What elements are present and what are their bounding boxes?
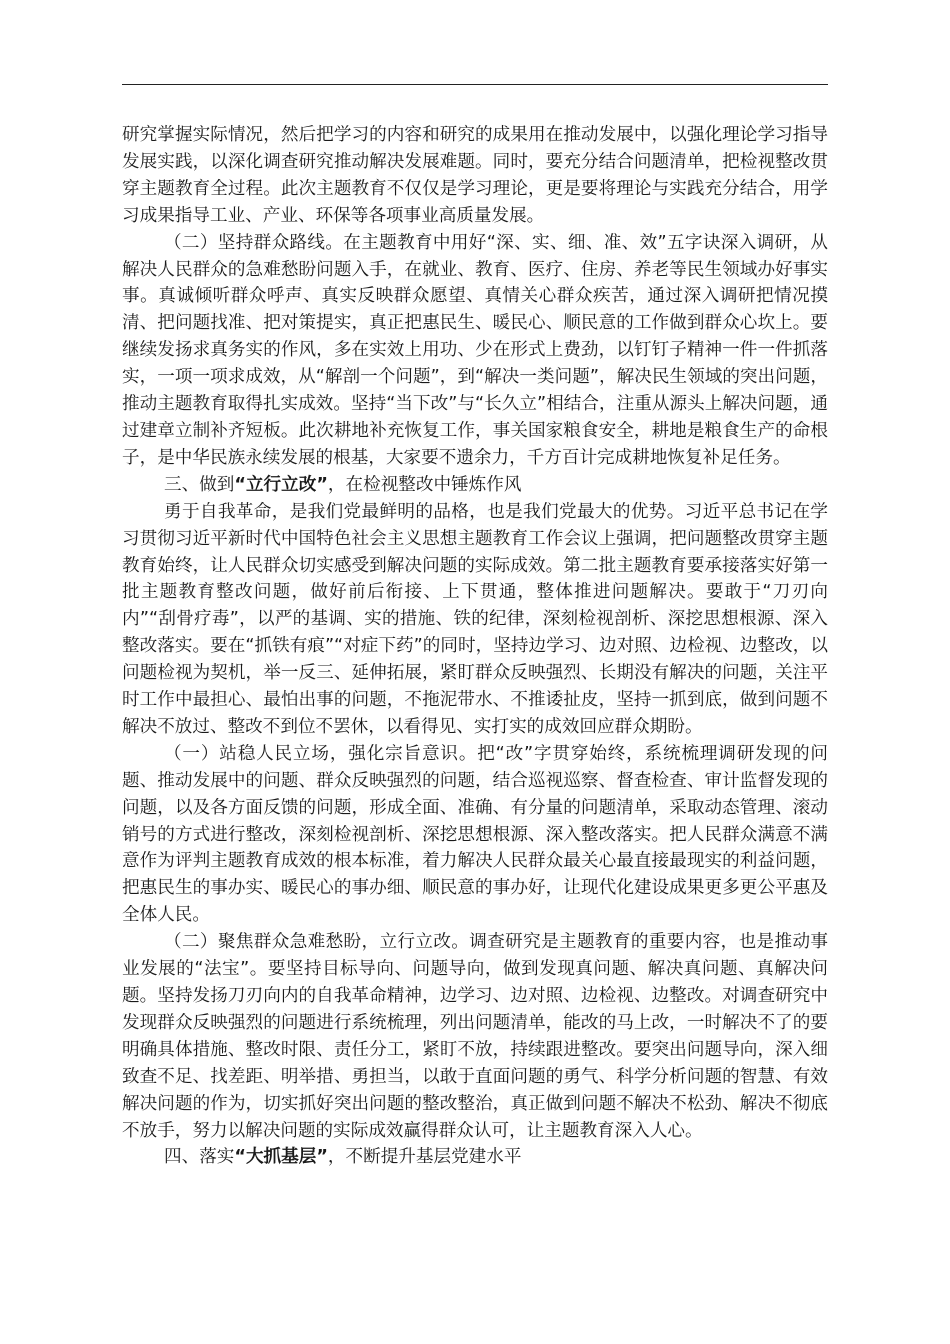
header-rule: [122, 84, 828, 85]
heading-prefix: 四、落实: [164, 1147, 235, 1168]
paragraph-self-revolution: 勇于自我革命，是我们党最鲜明的品格，也是我们党最大的优势。习近平总书记在学习贯彻习近平新时代中国特色社会主义思想主题教育工作会议上强调，把问题整改贯穿主题教育始终，让人民群众切实感受到解决问题的实际成效。第二批主题教育要承接落实好第一批主题教育整改问题，做好前后衔接、上下贯通，整体推进问题解决。要敢于“刀刃向内”“刮骨疗毒”，以严的基调、实的措施、铁的纪律，深刻检视剖析、深挖思想根源、深入整改落实。要在“抓铁有痕”“对症下药”的同时，坚持边学习、边对照、边检视、边整改，以问题检视为契机，举一反三、延伸拓展，紧盯群众反映强烈、长期没有解决的问题，关注平时工作中最担心、最怕出事的问题，不拖泥带水、不推诿扯皮，坚持一抓到底，做到问题不解决不放过、整改不到位不罢休，以看得见、实打实的成效回应群众期盼。: [122, 501, 828, 737]
section-heading-three: [122, 472, 828, 499]
document-body: [122, 122, 828, 1171]
heading-suffix: ，在检视整改中锤炼作风: [327, 474, 522, 495]
heading-emphasis: “大抓基层”: [234, 1147, 328, 1168]
continuation-paragraph: 研究掌握实际情况，然后把学习的内容和研究的成果用在推动发展中，以强化理论学习指导发展实践，以深化调查研究推动解决发展难题。同时，要充分结合问题清单，把检视整改贯穿主题教育全过程。此次主题教育不仅仅是学习理论，更是要将理论与实践充分结合，用学习成果指导工业、产业、环保等各项事业高质量发展。: [122, 125, 828, 226]
heading-emphasis: “立行立改”: [234, 474, 328, 495]
section-heading-four: [122, 1144, 828, 1171]
paragraph-urgent-needs: （二）聚焦群众急难愁盼，立行立改。调查研究是主题教育的重要内容，也是推动事业发展的“法宝”。要坚持目标导向、问题导向，做到发现真问题、解决真问题、真解决问题。坚持发扬刀刃向内的自我革命精神，边学习、边对照、边检视、边整改。对调查研究中发现群众反映强烈的问题进行系统梳理，列出问题清单，能改的马上改，一时解决不了的要明确具体措施、整改时限、责任分工，紧盯不放，持续跟进整改。要突出问题导向，深入细致查不足、找差距、明举措、勇担当，以敢于直面问题的勇气、科学分析问题的智慧、有效解决问题的作为，切实抓好突出问题的整改整治，真正做到问题不解决不松劲、解决不彻底不放手，努力以解决问题的实际成效赢得群众认可，让主题教育深入人心。: [122, 932, 828, 1141]
paragraph-people-stance: （一）站稳人民立场，强化宗旨意识。把“改”字贯穿始终，系统梳理调研发现的问题、推动发展中的问题、群众反映强烈的问题，结合巡视巡察、督查检查、审计监督发现的问题，以及各方面反馈的问题，形成全面、准确、有分量的问题清单，采取动态管理、滚动销号的方式进行整改，深刻检视剖析、深挖思想根源、深入整改落实。把人民群众满意不满意作为评判主题教育成效的根本标准，着力解决人民群众最关心最直接最现实的利益问题，把惠民生的事办实、暖民心的事办细、顺民意的事办好，让现代化建设成果更多更公平惠及全体人民。: [122, 743, 828, 926]
heading-suffix: ，不断提升基层党建水平: [327, 1147, 522, 1168]
heading-prefix: 三、做到: [164, 474, 235, 495]
paragraph-adhere-mass-line: （二）坚持群众路线。在主题教育中用好“深、实、细、准、效”五字诀深入调研，从解决人民群众的急难愁盼问题入手，在就业、教育、医疗、住房、养老等民生领域办好事实事。真诚倾听群众呼声、真实反映群众愿望、真情关心群众疾苦，通过深入调研把情况摸清、把问题找准、把对策提实，真正把惠民生、暖民心、顺民意的工作做到群众心坎上。要继续发扬求真务实的作风，多在实效上用功、少在形式上费劲，以钉钉子精神一件一件抓落实，一项一项求成效，从“解剖一个问题”，到“解决一类问题”，解决民生领域的突出问题，推动主题教育取得扎实成效。坚持“当下改”与“长久立”相结合，注重从源头上解决问题，通过建章立制补齐短板。此次耕地补充恢复工作，事关国家粮食安全，耕地是粮食生产的命根子，是中华民族永续发展的根基，大家要不遗余力，千方百计完成耕地恢复补足任务。: [122, 232, 828, 468]
